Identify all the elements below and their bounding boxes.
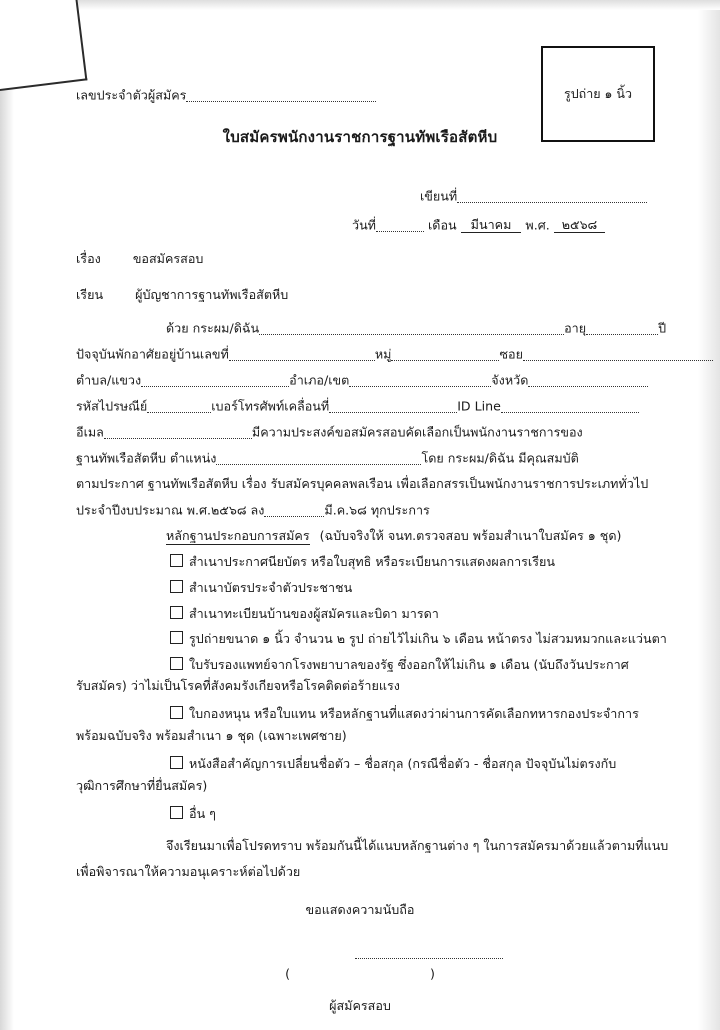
- checkbox-icon[interactable]: [170, 606, 183, 619]
- addressed-to-value: ผู้บัญชาการฐานทัพเรือสัตหีบ: [135, 287, 289, 302]
- list-item-continuation: พร้อมฉบับจริง พร้อมสำเนา ๑ ชุด (เฉพาะเพศชาย): [76, 728, 347, 743]
- checkbox-icon[interactable]: [170, 580, 183, 593]
- signature-line[interactable]: [355, 958, 503, 959]
- date-label: วันที่: [352, 217, 376, 233]
- body-line-announcement: ตามประกาศ ฐานทัพเรือสัตหีบ เรื่อง รับสมัครบุคคลพลเรือน เพื่อเลือกสรรเป็นพนักงานราชการประเภททั่วไป: [76, 476, 649, 491]
- district-blank[interactable]: [349, 374, 491, 387]
- applicant-id-blank[interactable]: [186, 89, 376, 102]
- body-line-email: อีเมล มีความประสงค์ขอสมัครสอบคัดเลือกเป็นพนักงานราชการของ: [76, 424, 583, 440]
- written-at-blank[interactable]: [457, 190, 647, 203]
- announcement-date-blank[interactable]: [264, 504, 324, 517]
- checkbox-icon[interactable]: [170, 706, 183, 719]
- list-item[interactable]: สำเนาบัตรประจำตัวประชาชน: [170, 580, 352, 595]
- age-blank[interactable]: [586, 322, 658, 335]
- month-label: เดือน: [428, 217, 457, 233]
- photo-placeholder-label: รูปถ่าย ๑ นิ้ว: [563, 85, 632, 101]
- list-item[interactable]: อื่น ๆ: [170, 806, 216, 821]
- body-line-address: ปัจจุบันพักอาศัยอยู่บ้านเลขที่ หมู่ ซอย: [76, 348, 713, 361]
- signer-name-parens: ( ): [285, 966, 435, 981]
- subject-field: [76, 253, 203, 266]
- list-item-continuation: วุฒิการศึกษาที่ยื่นสมัคร): [76, 778, 208, 793]
- checkbox-icon[interactable]: [170, 806, 183, 819]
- checkbox-icon[interactable]: [170, 554, 183, 567]
- documents-heading: [166, 530, 621, 543]
- body-line-postcode: รหัสไปรษณีย์ เบอร์โทรศัพท์เคลื่อนที่ ID Line: [76, 400, 639, 413]
- applicant-id-label: เลขประจำตัวผู้สมัคร: [76, 87, 187, 103]
- closing-line-1: จึงเรียนมาเพื่อโปรดทราบ พร้อมกันนี้ได้แนบหลักฐานต่าง ๆ ในการสมัครมาด้วยแล้วตามที่แนบ: [166, 838, 669, 853]
- phone-blank[interactable]: [329, 400, 457, 413]
- position-blank[interactable]: [216, 452, 421, 465]
- list-item[interactable]: ใบรับรองแพทย์จากโรงพยาบาลของรัฐ ซึ่งออกให้ไม่เกิน ๑ เดือน (นับถึงวันประกาศ: [170, 657, 629, 672]
- year-label: พ.ศ.: [525, 217, 550, 233]
- body-line-name: ด้วย กระผม/ดิฉัน อายุ ปี: [166, 320, 667, 336]
- written-at-label: เขียนที่: [420, 188, 458, 204]
- list-item[interactable]: หนังสือสำคัญการเปลี่ยนชื่อตัว – ชื่อสกุล (กรณีชื่อตัว - ชื่อสกุล ปัจจุบันไม่ตรงกับ: [170, 756, 616, 771]
- body-line-fiscal-year: ประจำปีงบประมาณ พ.ศ.๒๕๖๘ ลง มี.ค.๖๘ ทุกประการ: [76, 502, 430, 518]
- subject-label: เรื่อง: [76, 251, 101, 266]
- month-value[interactable]: มีนาคม: [461, 217, 522, 233]
- date-blank[interactable]: [376, 219, 424, 232]
- checkbox-icon[interactable]: [170, 756, 183, 769]
- house-no-blank[interactable]: [229, 348, 375, 361]
- list-item[interactable]: สำเนาทะเบียนบ้านของผู้สมัครและบิดา มารดา: [170, 606, 439, 621]
- addressed-to-field: [76, 289, 288, 302]
- body-line-position: ฐานทัพเรือสัตหีบ ตำแหน่ง โดย กระผม/ดิฉัน มีคุณสมบัติ: [76, 450, 579, 466]
- list-item[interactable]: รูปถ่ายขนาด ๑ นิ้ว จำนวน ๒ รูป ถ่ายไว้ไม่เกิน ๖ เดือน หน้าตรง ไม่สวมหมวกและแว่นตา: [170, 631, 667, 646]
- documents-heading-rest: (ฉบับจริงให้ จนท.ตรวจสอบ พร้อมสำเนาใบสมัคร ๑ ชุด): [319, 528, 622, 543]
- applicant-id-field: [76, 89, 376, 102]
- list-item[interactable]: ใบกองหนุน หรือใบแทน หรือหลักฐานที่แสดงว่าผ่านการคัดเลือกทหารกองประจำการ: [170, 706, 639, 721]
- year-value[interactable]: ๒๕๖๘: [554, 217, 606, 233]
- photo-placeholder-box: [541, 46, 655, 142]
- written-at-field: [420, 190, 647, 203]
- email-blank[interactable]: [104, 426, 252, 439]
- name-blank[interactable]: [259, 322, 564, 335]
- list-item-continuation: รับสมัคร) ว่าไม่เป็นโรคที่สังคมรังเกียจหรือโรคติดต่อร้ายแรง: [76, 678, 400, 693]
- province-blank[interactable]: [528, 374, 648, 387]
- checkbox-icon[interactable]: [170, 631, 183, 644]
- date-field: [352, 219, 605, 232]
- checkbox-icon[interactable]: [170, 657, 183, 670]
- signer-role-label: ผู้สมัครสอบ: [329, 998, 391, 1013]
- form-title: ใบสมัครพนักงานราชการฐานทัพเรือสัตหีบ: [222, 128, 498, 146]
- list-item[interactable]: สำเนาประกาศนียบัตร หรือใบสุทธิ หรือระเบียนการแสดงผลการเรียน: [170, 554, 555, 569]
- closing-line-2: เพื่อพิจารณาให้ความอนุเคราะห์ต่อไปด้วย: [76, 864, 301, 879]
- regards-text: ขอแสดงความนับถือ: [305, 902, 415, 917]
- documents-heading-underlined: หลักฐานประกอบการสมัคร: [166, 528, 310, 543]
- postcode-blank[interactable]: [147, 400, 211, 413]
- line-id-blank[interactable]: [501, 400, 639, 413]
- addressed-to-label: เรียน: [76, 287, 104, 302]
- subject-value: ขอสมัครสอบ: [132, 251, 204, 266]
- body-line-subdistrict: ตำบล/แขวง อำเภอ/เขต จังหวัด: [76, 374, 648, 387]
- moo-blank[interactable]: [391, 348, 499, 361]
- subdistrict-blank[interactable]: [141, 374, 289, 387]
- soi-blank[interactable]: [523, 348, 713, 361]
